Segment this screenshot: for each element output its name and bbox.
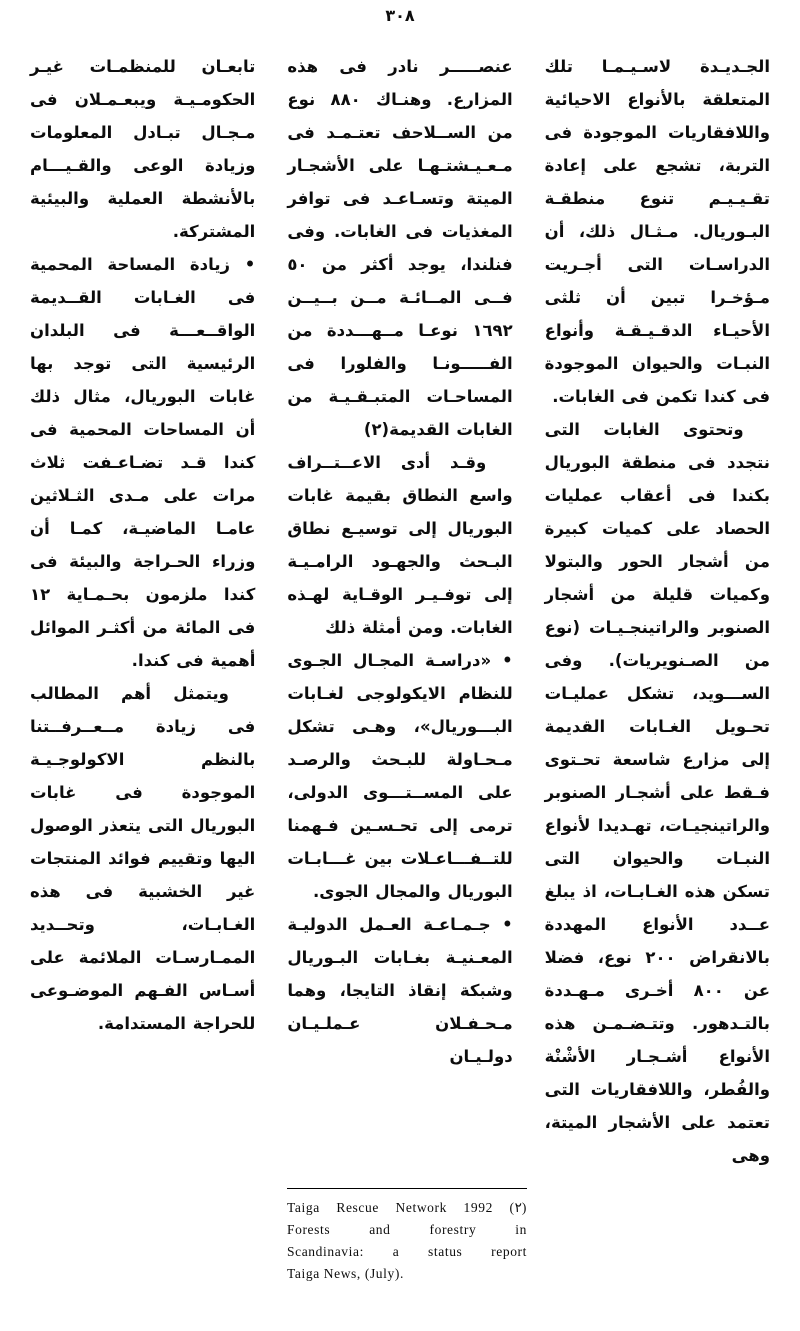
column-middle — [287, 50, 512, 1172]
footnote-line: Scandinavia: a status report — [287, 1244, 527, 1259]
paragraph: عنصـــــر نادر فى هذه المزارع. وهنـاك ٨٨٠ نوع من الســلاحف تعتـمـد فى مـعـيـشتـهـا على الأشجـار الميتة وتسـاعـد فى توافر المغذيات فى الغابات. وفى فنلندا، يوجد أكثر من ٥٠ فــى المــائـة مــن بــيــن ١٦٩٢ نوعـا مــهـــددة من الفـــــونـا والفلورا فى المساحـات المتبـقـيـة من الغابات القديمة(٢) — [287, 57, 513, 439]
bullet-paragraph: • زيادة المساحة المحمية فى الغـابات القــديمة الواقــعـــة فى البلدان الرئيسية التى توجد بها غابات البوريال، مثال ذلك أن المساحات المحمية فى كندا قـد تضـاعـفت ثلاث مرات على مـدى الثـلاثين عامـا الماضيـة، كمـا أن وزراء الحـراجة والبيئة فى كندا ملزمون بحـمـاية ١٢ فى المائة من أكثـر الموائل أهمية فى كندا. — [30, 255, 256, 670]
paragraph: وتحتوى الغابات التى نتجدد فى منطقة البوريال بكندا فى أعقاب عمليات الحصاد على كميات كبيرة من أشجار الحور والبتولا وكميات قليلة من أشجار الصنوبر والراتينجـيـات (نوع من الصـنويريات). وفى الســـويد، تشكل عمليـات تحـويل الغـابات القديمة إلى مزارع شاسعة تحـتوى فـقط على أشجـار الصنوبر والراتينجيـات، تهـديدا لأنواع النبـات والحيوان التى تسكن هذه الغـابـات، اذ يبلغ عــدد الأنواع المهددة بالانقراض ٢٠٠ نوع، فضلا عن ٨٠٠ أخـرى مـهـددة بالتـدهور. وتتـضـمـن هذه الأنواع أشـجـار الأشْنْة والفُطر، واللافقاريات التى تعتمد على الأشجار الميتة، وهى — [544, 420, 770, 1165]
bullet-paragraph: • جـمـاعـة العـمل الدوليـة المعـنيـة بغـابات البـوريال وشبكة إنقاذ التايجا، وهما مـحـفـلان عـملـيـان دولـيـان — [287, 915, 513, 1066]
paragraph: ويتمثل أهم المطالب فى زيادة مــعــرفــتنا بالنظم الاكولوجـيـة الموجودة فى غابات البوريال التى يتعذر الوصول اليها وتقييم فوائد المنتجات غير الخشبية فى هذه الغـابـات، وتحــديد الممـارسـات الملائمة على أسـاس الفـهم الموضـوعى للحراجة المستدامة. — [30, 684, 256, 1033]
footnote-divider — [287, 1188, 527, 1189]
footnote-line: Forests and forestry in — [287, 1222, 527, 1237]
paragraph: تابعـان للمنظمـات غيـر الحكومـيـة ويبعـمـلان فى مـجـال تبـادل المعلومات وزيادة الوعى والقـيـــام بالأنشطة العملية والبيئية المشتركة. — [30, 57, 256, 241]
footnote — [287, 1188, 527, 1285]
paragraph: الجـديـدة لاسـيـمـا تلك المتعلقة بالأنواع الاحيائية واللافقاريات الموجودة فى التربة، تشجع على إعادة تقـيـيـم تنوع منطقـة البـوريال. مـثـال ذلك، أن الدراسـات التى أجـريت مـؤخـرا تبين أن ثلثى الأحيـاء الدقـيـقـة وأنواع النبـات والحيوان الموجودة فى كندا تكمن فى الغابات. — [544, 57, 770, 406]
column-right — [545, 50, 770, 1172]
column-left — [30, 50, 255, 1172]
footnote-line: Taiga News, (July). — [287, 1266, 404, 1281]
bullet-paragraph: • «دراسـة المجـال الجـوى للنظام الايكولوجى لغـابات البـــوريال»، وهـى تشكل مـحـاولة للبـحث والرصـد على المســتـــوى الدولى، ترمى إلى تحـسـين فـهمنا للتــفـــاعـلات بين غـــابـات البوريال والمجال الجوى. — [287, 651, 513, 901]
footnote-line: Taiga Rescue Network 1992 (٢) — [287, 1200, 527, 1215]
page-number: ٣٠٨ — [385, 6, 415, 25]
text-columns — [30, 50, 770, 1172]
paragraph: وقـد أدى الاعــتــراف واسع النطاق بقيمة غابات البوريال إلى توسيـع نطاق البـحث والجهـود الرامـيـة إلى توفـيـر الوقـاية لهـذه الغابات. ومن أمثلة ذلك — [287, 453, 513, 637]
